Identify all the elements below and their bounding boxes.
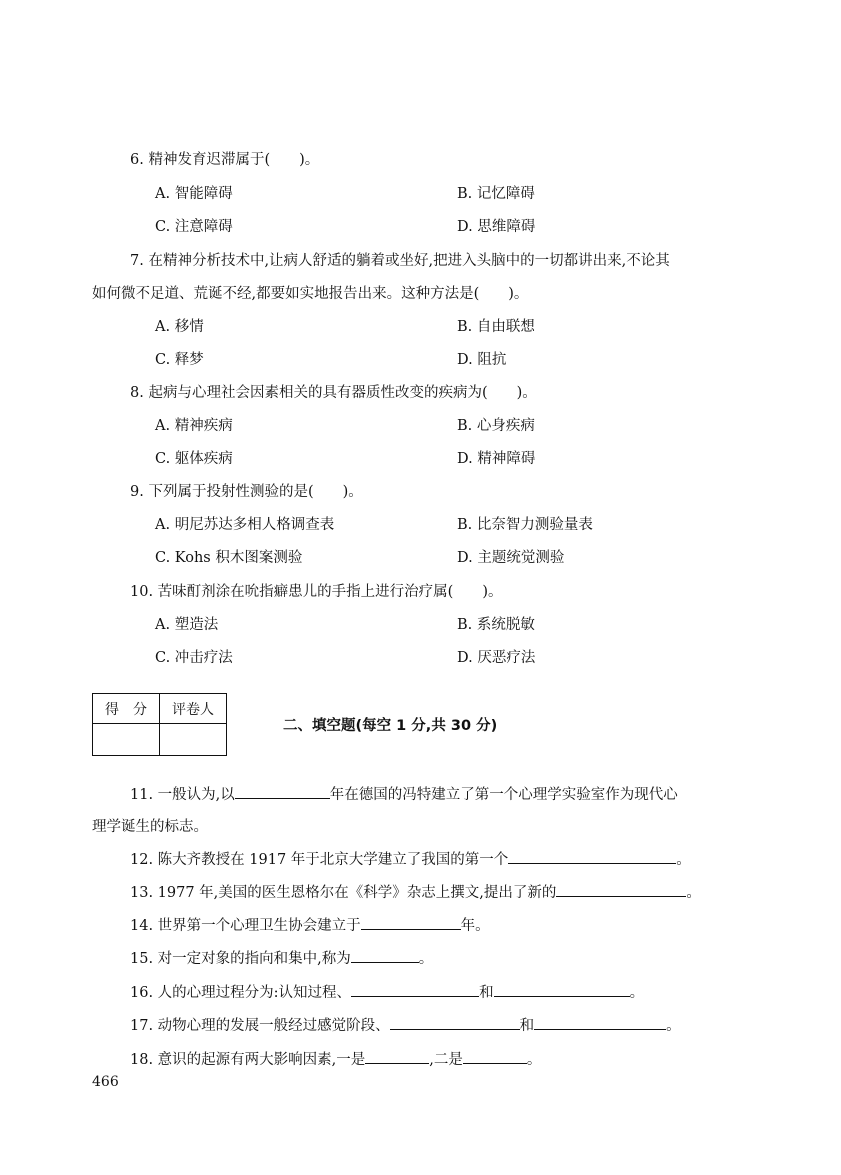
question-12-blank[interactable] <box>508 849 676 864</box>
question-15-blank[interactable] <box>351 948 419 963</box>
question-15-text-b: 。 <box>418 951 434 967</box>
question-7-option-b: B. 自由联想 <box>457 319 535 335</box>
question-7-stem-line2: 如何微不足道、荒诞不经,都要如实地报告出来。这种方法是( )。 <box>92 286 529 302</box>
question-17-blank-2[interactable] <box>534 1015 666 1030</box>
question-17-text-b: 和 <box>519 1018 535 1034</box>
question-9-option-d: D. 主题统觉测验 <box>457 550 565 566</box>
question-13-blank[interactable] <box>556 882 686 897</box>
question-9-stem: 9. 下列属于投射性测验的是( )。 <box>130 484 363 500</box>
question-15 <box>130 948 433 969</box>
question-13-text-a: 13. 1977 年,美国的医生恩格尔在《科学》杂志上撰文,提出了新的 <box>130 885 557 901</box>
question-8-option-b: B. 心身疾病 <box>457 418 535 434</box>
section-2-title: 二、填空题(每空 1 分,共 30 分) <box>283 718 498 734</box>
question-18-blank-1[interactable] <box>365 1049 429 1064</box>
question-16-text-b: 和 <box>479 985 494 1001</box>
question-14-blank[interactable] <box>361 915 461 930</box>
question-17-text-a: 17. 动物心理的发展一般经过感觉阶段、 <box>130 1018 390 1034</box>
question-8-option-a: A. 精神疾病 <box>155 418 233 434</box>
question-16-text-c: 。 <box>629 985 645 1001</box>
question-7-stem-line1: 7. 在精神分析技术中,让病人舒适的躺着或坐好,把进入头脑中的一切都讲出来,不论其 <box>130 253 670 269</box>
question-10-stem: 10. 苦味酊剂涂在吮指癖患儿的手指上进行治疗属( )。 <box>130 584 503 600</box>
question-9-option-c: C. Kohs 积木图案测验 <box>155 550 303 566</box>
question-15-text-a: 15. 对一定对象的指向和集中,称为 <box>130 951 351 967</box>
question-10-option-a: A. 塑造法 <box>155 617 219 633</box>
question-10-option-d: D. 厌恶疗法 <box>457 650 536 666</box>
question-18-text-a: 18. 意识的起源有两大影响因素,一是 <box>130 1052 366 1068</box>
question-11-line2: 理学诞生的标志。 <box>92 819 208 835</box>
question-18-blank-2[interactable] <box>463 1049 527 1064</box>
question-8-stem: 8. 起病与心理社会因素相关的具有器质性改变的疾病为( )。 <box>130 385 537 401</box>
question-9-option-a: A. 明尼苏达多相人格调查表 <box>155 517 335 533</box>
question-6-option-a: A. 智能障碍 <box>155 186 233 202</box>
question-11-text-b: 年在德国的冯特建立了第一个心理学实验室作为现代心 <box>329 787 678 803</box>
question-12-text-b: 。 <box>676 852 691 868</box>
question-16-text-a: 16. 人的心理过程分为:认知过程、 <box>130 985 352 1001</box>
question-17-text-c: 。 <box>666 1018 681 1034</box>
grader-cell[interactable] <box>160 724 227 756</box>
score-label: 得 分 <box>93 694 160 724</box>
question-6-stem: 6. 精神发育迟滞属于( )。 <box>130 152 320 168</box>
question-14-text-a: 14. 世界第一个心理卫生协会建立于 <box>130 918 361 934</box>
question-10-option-b: B. 系统脱敏 <box>457 617 535 633</box>
page-number: 466 <box>92 1074 119 1090</box>
question-14 <box>130 915 490 936</box>
grader-label: 评卷人 <box>160 694 227 724</box>
question-16 <box>130 982 644 1003</box>
question-18 <box>130 1049 541 1070</box>
question-7-option-c: C. 释梦 <box>155 352 204 368</box>
question-16-blank-1[interactable] <box>351 982 479 997</box>
question-7-option-a: A. 移情 <box>155 319 204 335</box>
question-16-blank-2[interactable] <box>494 982 630 997</box>
question-6-option-c: C. 注意障碍 <box>155 219 233 235</box>
question-6-option-b: B. 记忆障碍 <box>457 186 535 202</box>
question-17-blank-1[interactable] <box>390 1015 520 1030</box>
question-12-text-a: 12. 陈大齐教授在 1917 年于北京大学建立了我国的第一个 <box>130 852 509 868</box>
score-box <box>92 693 227 756</box>
question-11-line1 <box>130 784 678 805</box>
question-18-text-b: ,二是 <box>429 1052 463 1068</box>
question-13-text-b: 。 <box>686 885 701 901</box>
question-12 <box>130 849 691 870</box>
question-11-text-a: 11. 一般认为,以 <box>130 787 235 803</box>
question-17 <box>130 1015 681 1036</box>
question-18-text-c: 。 <box>526 1052 542 1068</box>
question-8-option-c: C. 躯体疾病 <box>155 451 233 467</box>
question-8-option-d: D. 精神障碍 <box>457 451 536 467</box>
question-10-option-c: C. 冲击疗法 <box>155 650 233 666</box>
question-13 <box>130 882 701 903</box>
question-11-blank[interactable] <box>235 784 330 799</box>
score-cell[interactable] <box>93 724 160 756</box>
question-7-option-d: D. 阻抗 <box>457 352 507 368</box>
question-14-text-b: 年。 <box>460 918 490 934</box>
question-9-option-b: B. 比奈智力测验量表 <box>457 517 593 533</box>
question-6-option-d: D. 思维障碍 <box>457 219 536 235</box>
